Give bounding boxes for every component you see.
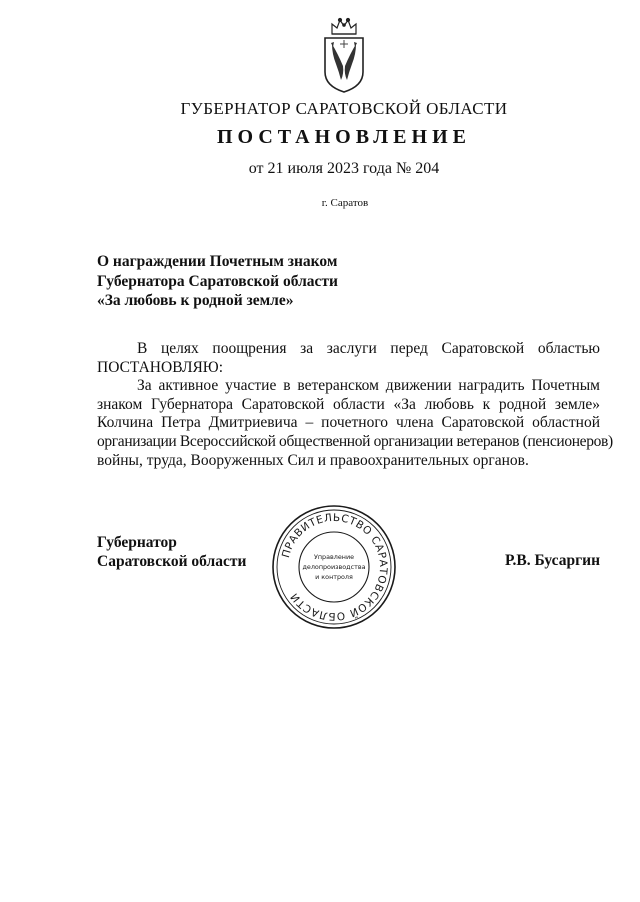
body-line: Колчина Петра Дмитриевича – почетного члена Саратовской областной — [97, 414, 600, 432]
subject-line: О награждении Почетным знаком — [97, 253, 338, 270]
body-line: организации Всероссийской общественной организации ветеранов (пенсионеров) — [97, 432, 613, 450]
signatory-title — [97, 533, 246, 571]
subject-line: «За любовь к родной земле» — [97, 292, 294, 309]
document-type-heading: ПОСТАНОВЛЕНИЕ — [217, 126, 471, 148]
date-and-number: от 21 июля 2023 года № 204 — [248, 160, 440, 177]
stamp-inner-line: делопроизводства — [302, 563, 366, 571]
decree-body — [97, 340, 613, 470]
body-line: В целях поощрения за заслуги перед Саратовской областью — [137, 340, 600, 357]
signatory-title-line: Губернатор — [97, 534, 177, 551]
decree-subject — [97, 252, 338, 311]
official-stamp — [270, 503, 398, 631]
body-line: За активное участие в ветеранском движении наградить Почетным — [137, 377, 600, 395]
stamp-inner-line: Управление — [313, 553, 355, 561]
city-name: г. Саратов — [321, 197, 369, 209]
subject-line: Губернатора Саратовской области — [97, 272, 338, 290]
body-line: ПОСТАНОВЛЯЮ: — [97, 358, 224, 376]
coat-of-arms-icon — [318, 14, 370, 94]
stamp-outer-text: ПРАВИТЕЛЬСТВО САРАТОВСКОЙ ОБЛАСТИ — [279, 511, 390, 623]
issuing-authority: ГУБЕРНАТОР САРАТОВСКОЙ ОБЛАСТИ — [180, 99, 508, 118]
body-line: войны, труда, Вооруженных Сил и правоохранительных органов. — [97, 451, 529, 469]
signatory-name: Р.В. Бусаргин — [505, 552, 600, 569]
signatory-title-line: Саратовской области — [97, 553, 247, 570]
stamp-inner-line: и контроля — [315, 573, 353, 581]
body-line: знаком Губернатора Саратовской области «За любовь к родной земле» — [97, 395, 600, 413]
